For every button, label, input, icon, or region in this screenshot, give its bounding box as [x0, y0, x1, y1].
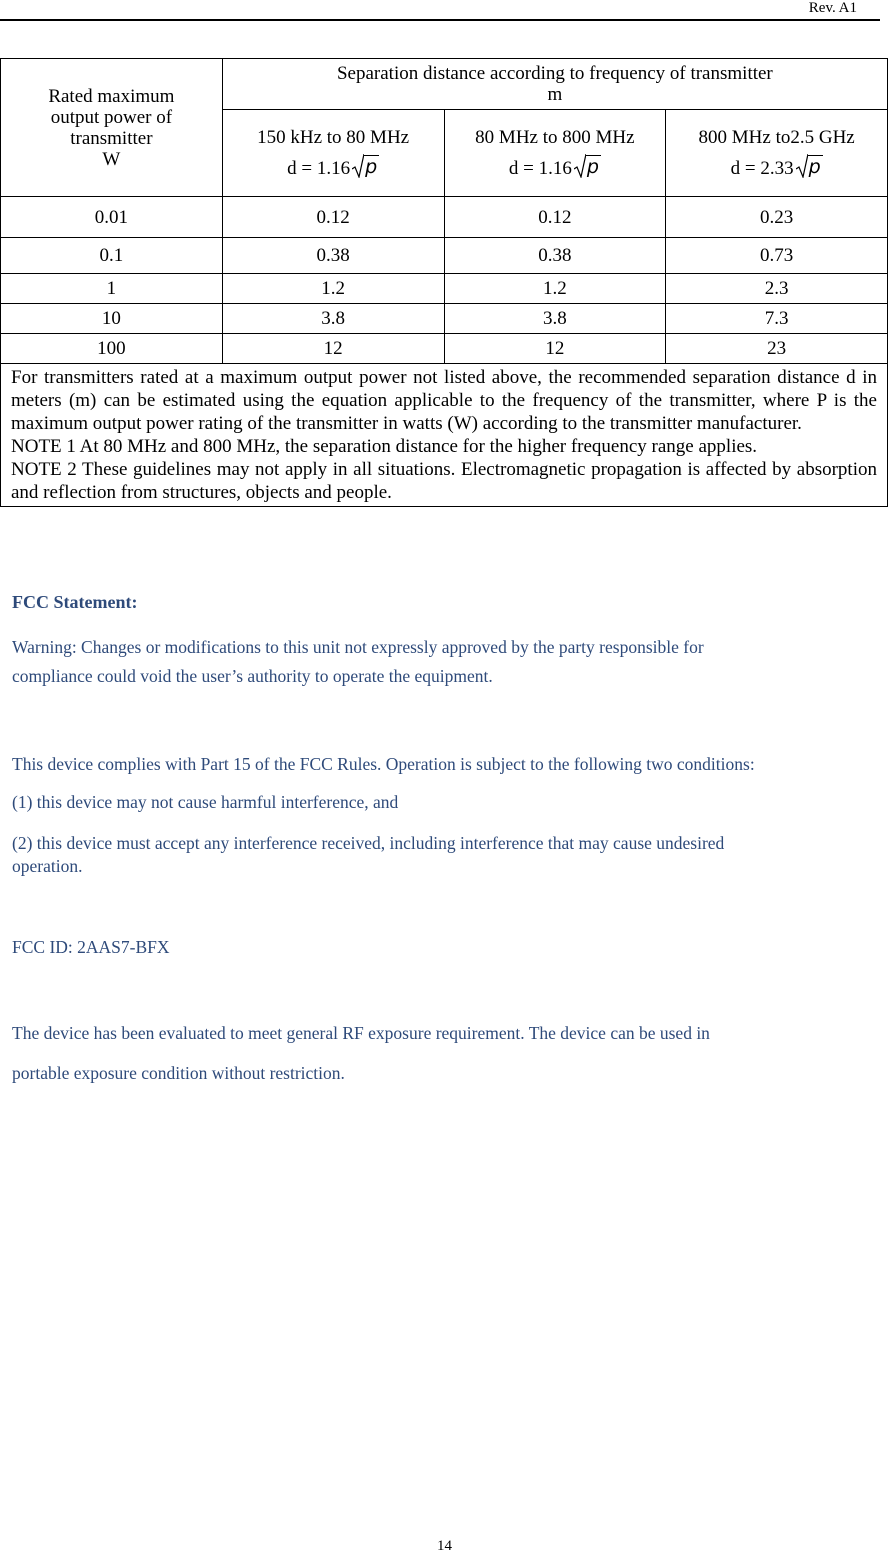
- fcc-id: FCC ID: 2AAS7-BFX: [12, 937, 170, 957]
- table-notes: [1, 364, 888, 507]
- fcc-warning-line-1: Warning: Changes or modifications to this unit not expressly approved by the party responsible for: [12, 637, 704, 657]
- note-1: NOTE 1 At 80 MHz and 800 MHz, the separation distance for the higher frequency range applies.: [11, 436, 758, 457]
- table-row: [1, 238, 888, 274]
- note-main: For transmitters rated at a maximum output power not listed above, the recommended separation distance d in meters (m) can be estimated using the equation applicable to the frequency of the transmitter, where P is the maximum output power rating of the transmitter in watts (W) according to the transmitter manufacturer.: [11, 367, 877, 434]
- band-formula: d = 1.16: [287, 158, 351, 179]
- table-row: [1, 197, 888, 238]
- power-header-line: output power of: [50, 106, 173, 128]
- table-cell: 3.8: [222, 304, 444, 334]
- power-header-line: Rated maximum: [48, 85, 175, 107]
- table-cell: 2.3: [666, 274, 888, 304]
- table-cell: 0.38: [444, 238, 666, 274]
- power-header-line: transmitter: [70, 127, 153, 149]
- fcc-statement-title: FCC Statement:: [12, 592, 138, 612]
- band-label: 800 MHz to2.5 GHz: [698, 127, 855, 148]
- table-cell: 0.23: [666, 197, 888, 238]
- table-cell: 12: [444, 334, 666, 364]
- table-cell: 1.2: [222, 274, 444, 304]
- table-cell: 0.01: [1, 197, 223, 238]
- header-divider: [0, 19, 880, 21]
- band-header-2: [444, 110, 666, 197]
- page-number: 14: [437, 1538, 452, 1554]
- band-header-3: [666, 110, 888, 197]
- separation-header-unit: m: [547, 84, 563, 105]
- power-variable: p: [365, 156, 378, 178]
- table-row: [1, 304, 888, 334]
- power-column-header: [1, 59, 223, 197]
- power-variable: p: [586, 156, 599, 178]
- sqrt-symbol: [352, 154, 379, 178]
- separation-distance-table: [0, 58, 888, 507]
- table-cell: 0.12: [222, 197, 444, 238]
- note-2: NOTE 2 These guidelines may not apply in all situations. Electromagnetic propagation is affected by absorption and reflection from structures, objects and people.: [11, 459, 877, 503]
- table-cell: 3.8: [444, 304, 666, 334]
- table-cell: 0.73: [666, 238, 888, 274]
- power-header-line: W: [102, 148, 121, 170]
- fcc-condition-2-line-2: operation.: [12, 856, 83, 876]
- fcc-condition-1: (1) this device may not cause harmful interference, and: [12, 792, 399, 812]
- table-cell: 12: [222, 334, 444, 364]
- revision-label: Rev. A1: [808, 0, 857, 16]
- separation-header-title: Separation distance according to frequency of transmitter: [336, 63, 773, 84]
- band-label: 80 MHz to 800 MHz: [475, 127, 635, 148]
- sqrt-symbol: [574, 154, 601, 178]
- band-label: 150 kHz to 80 MHz: [257, 127, 410, 148]
- table-cell: 1.2: [444, 274, 666, 304]
- fcc-condition-2-line-1: (2) this device must accept any interference received, including interference that may cause undesired: [12, 833, 725, 853]
- fcc-warning-line-2: compliance could void the user’s authority to operate the equipment.: [12, 666, 493, 686]
- table-row: [1, 274, 888, 304]
- band-formula: d = 1.16: [508, 158, 572, 179]
- rf-exposure-line-2: portable exposure condition without restriction.: [12, 1063, 345, 1083]
- sqrt-symbol: [796, 154, 823, 178]
- band-header-1: [222, 110, 444, 197]
- table-cell: 100: [1, 334, 223, 364]
- table-cell: 0.38: [222, 238, 444, 274]
- power-variable: p: [808, 156, 821, 178]
- rf-exposure-line-1: The device has been evaluated to meet general RF exposure requirement. The device can be used in: [12, 1023, 710, 1043]
- table-cell: 0.1: [1, 238, 223, 274]
- table-row: [1, 334, 888, 364]
- table-cell: 23: [666, 334, 888, 364]
- fcc-part15-text: This device complies with Part 15 of the FCC Rules. Operation is subject to the following two conditions:: [12, 754, 755, 774]
- band-formula: d = 2.33: [730, 158, 794, 179]
- table-cell: 10: [1, 304, 223, 334]
- separation-distance-header: [222, 59, 887, 110]
- table-cell: 7.3: [666, 304, 888, 334]
- table-cell: 0.12: [444, 197, 666, 238]
- table-cell: 1: [1, 274, 223, 304]
